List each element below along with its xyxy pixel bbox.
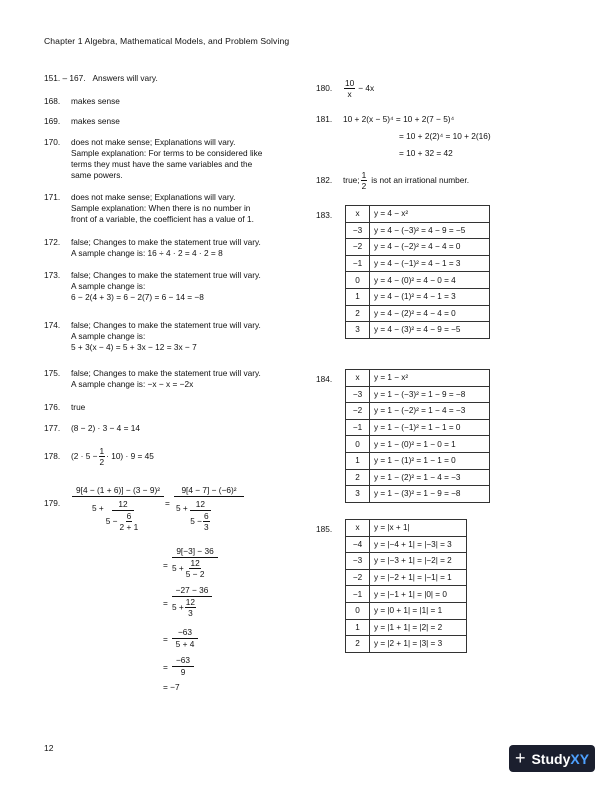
- p179-step-4: [172, 585, 212, 618]
- table-row: [346, 536, 467, 553]
- answer-line: false; Changes to make the statement true will vary.: [71, 368, 261, 378]
- expr-part: is not an irrational number.: [371, 175, 470, 185]
- fraction: [185, 597, 196, 618]
- x-cell: x: [346, 206, 370, 223]
- y-cell: y = |x + 1|: [370, 520, 467, 537]
- answer-text: makes sense: [71, 116, 120, 126]
- expr-part: · 10) · 9 = 45: [106, 451, 154, 461]
- problem-number: 178.: [44, 451, 61, 461]
- fraction: [185, 558, 206, 579]
- numerator: 12: [190, 558, 200, 568]
- answer-line: A sample change is: −x − x = −2x: [71, 379, 194, 389]
- denominator: 5 − 2: [185, 569, 205, 579]
- problem-number: 174.: [44, 320, 61, 330]
- problem-182: [316, 170, 469, 191]
- table-row: [346, 222, 490, 239]
- expr-part: 5 +: [172, 563, 184, 573]
- answer-text: true: [71, 402, 86, 412]
- numerator: 9[4 − 7] − (−6)²: [174, 485, 244, 497]
- expr-part: true;: [343, 175, 360, 185]
- table-185: [345, 519, 467, 653]
- y-cell: y = 4 − (0)² = 4 − 0 = 4: [370, 272, 490, 289]
- table-183: [345, 205, 490, 339]
- answer-line: does not make sense; Explanations will vary.: [71, 137, 236, 147]
- x-cell: −4: [346, 536, 370, 553]
- numerator: −27 − 36: [172, 585, 212, 597]
- problem-179-number: 179.: [44, 498, 61, 508]
- problem-174: [44, 320, 261, 353]
- table-row: [346, 386, 490, 403]
- x-cell: 0: [346, 272, 370, 289]
- problem-184-number: 184.: [316, 374, 333, 384]
- numerator: 9[4 − (1 + 6)] − (3 − 9)²: [72, 485, 164, 497]
- numerator: −63: [172, 655, 194, 667]
- answer-line: Sample explanation: When there is no number in: [71, 203, 251, 213]
- y-cell: y = 1 − (3)² = 1 − 9 = −8: [370, 486, 490, 503]
- problem-number: 172.: [44, 237, 61, 247]
- x-cell: −2: [346, 569, 370, 586]
- y-cell: y = |1 + 1| = |2| = 2: [370, 619, 467, 636]
- y-cell: y = 1 − (−1)² = 1 − 1 = 0: [370, 419, 490, 436]
- table-row: [346, 619, 467, 636]
- x-cell: 1: [346, 288, 370, 305]
- x-cell: 1: [346, 452, 370, 469]
- plus-icon: +: [514, 748, 526, 768]
- problem-number: 173.: [44, 270, 61, 280]
- brand-text: Study: [531, 750, 571, 767]
- table-row: [346, 520, 467, 537]
- numerator: 1: [361, 170, 367, 180]
- x-cell: −3: [346, 386, 370, 403]
- expr-part: 5 +: [172, 602, 184, 612]
- table-row: [346, 272, 490, 289]
- denominator: 3: [203, 522, 209, 532]
- answer-text: Answers will vary.: [92, 73, 158, 83]
- page-header: Chapter 1 Algebra, Mathematical Models, and Problem Solving: [44, 36, 290, 46]
- numerator: −63: [172, 627, 198, 639]
- answer-line: = 10 + 2(2)⁴ = 10 + 2(16): [399, 131, 491, 141]
- y-cell: y = 1 − (−3)² = 1 − 9 = −8: [370, 386, 490, 403]
- answer-line: same powers.: [71, 170, 123, 180]
- x-cell: −3: [346, 222, 370, 239]
- table-row: [346, 636, 467, 653]
- problem-number: 169.: [44, 116, 61, 126]
- table-row: [346, 288, 490, 305]
- x-cell: x: [346, 370, 370, 387]
- table-row: [346, 469, 490, 486]
- table-row: [346, 239, 490, 256]
- problem-number: 170.: [44, 137, 61, 147]
- table-row: [346, 419, 490, 436]
- x-cell: 0: [346, 436, 370, 453]
- problem-number: 176.: [44, 402, 61, 412]
- equals-sign: =: [165, 498, 170, 508]
- problem-177: [44, 423, 140, 434]
- problem-number: 177.: [44, 423, 61, 433]
- answer-text: makes sense: [71, 96, 120, 106]
- table-row: [346, 305, 490, 322]
- problem-173: [44, 270, 261, 303]
- y-cell: y = 1 − (−2)² = 1 − 4 = −3: [370, 403, 490, 420]
- answer-line: A sample change is:: [71, 331, 146, 341]
- denominator: 2: [361, 181, 367, 191]
- p179-frac-2: [174, 485, 244, 532]
- denominator: 3: [188, 608, 193, 618]
- y-cell: y = 4 − (1)² = 4 − 1 = 3: [370, 288, 490, 305]
- table-row: [346, 486, 490, 503]
- answer-line: false; Changes to make the statement true will vary.: [71, 320, 261, 330]
- problem-151: [44, 73, 158, 84]
- fraction: [361, 170, 368, 191]
- answer-line: terms they must have the same variables and the: [71, 159, 253, 169]
- table-row: [346, 370, 490, 387]
- equals-sign: =: [163, 560, 168, 570]
- table-184: [345, 369, 490, 503]
- numerator: 12: [112, 499, 133, 511]
- equals-sign: =: [163, 634, 168, 644]
- y-cell: y = |−1 + 1| = |0| = 0: [370, 586, 467, 603]
- problem-number: 168.: [44, 96, 61, 106]
- x-cell: 2: [346, 636, 370, 653]
- y-cell: y = 1 − (2)² = 1 − 4 = −3: [370, 469, 490, 486]
- expr-part: (2 · 5 −: [71, 451, 98, 461]
- numerator: 6: [126, 511, 132, 521]
- x-cell: 0: [346, 602, 370, 619]
- answer-line: front of a variable, the coefficient has a value of 1.: [71, 214, 254, 224]
- answer-line: 10 + 2(x − 5)⁴ = 10 + 2(7 − 5)⁴: [343, 114, 455, 124]
- problem-number: 175.: [44, 368, 61, 378]
- numerator: 6: [203, 511, 209, 521]
- p179-step-6: [172, 655, 194, 678]
- numerator: 10: [345, 78, 355, 88]
- y-cell: y = 4 − (3)² = 4 − 9 = −5: [370, 322, 490, 339]
- x-cell: −2: [346, 239, 370, 256]
- table-row: [346, 602, 467, 619]
- final-result: = −7: [163, 682, 180, 692]
- numerator: 12: [190, 499, 211, 511]
- y-cell: y = 1 − x²: [370, 370, 490, 387]
- y-cell: y = |0 + 1| = |1| = 1: [370, 602, 467, 619]
- answer-line: 5 + 3(x − 4) = 5 + 3x − 12 = 3x − 7: [71, 342, 197, 352]
- problem-number: 180.: [316, 83, 333, 93]
- table-row: [346, 255, 490, 272]
- problem-171: [44, 192, 254, 225]
- equals-sign: =: [163, 662, 168, 672]
- expr-part: − 4x: [358, 83, 375, 93]
- p179-frac-1: [72, 485, 164, 532]
- denominator: 9: [180, 667, 186, 677]
- problem-172: [44, 237, 261, 259]
- y-cell: y = 1 − (0)² = 1 − 0 = 1: [370, 436, 490, 453]
- y-cell: y = |2 + 1| = |3| = 3: [370, 636, 467, 653]
- y-cell: y = |−3 + 1| = |−2| = 2: [370, 553, 467, 570]
- problem-number: 171.: [44, 192, 61, 202]
- x-cell: −1: [346, 419, 370, 436]
- problem-168: [44, 96, 120, 107]
- table-row: [346, 452, 490, 469]
- x-cell: 2: [346, 305, 370, 322]
- fraction: [344, 78, 355, 99]
- problem-183-number: 183.: [316, 210, 333, 220]
- y-cell: y = 4 − (2)² = 4 − 4 = 0: [370, 305, 490, 322]
- table-row: [346, 586, 467, 603]
- p179-step-5: [172, 627, 198, 650]
- y-cell: y = 4 − (−2)² = 4 − 4 = 0: [370, 239, 490, 256]
- table-row: [346, 322, 490, 339]
- numerator: 12: [185, 597, 195, 607]
- problem-175: [44, 368, 261, 390]
- expr-part: 5 +: [176, 503, 188, 513]
- x-cell: −1: [346, 586, 370, 603]
- problem-number: 182.: [316, 175, 333, 185]
- y-cell: y = 4 − x²: [370, 206, 490, 223]
- answer-line: A sample change is:: [71, 281, 146, 291]
- answer-line: Sample explanation: For terms to be considered like: [71, 148, 263, 158]
- y-cell: y = 4 − (−1)² = 4 − 1 = 3: [370, 255, 490, 272]
- answer-line: A sample change is: 16 ÷ 4 · 2 = 4 · 2 = 8: [71, 248, 223, 258]
- problem-169: [44, 116, 120, 127]
- expr-part: 5 −: [105, 516, 118, 526]
- problem-170: [44, 137, 262, 181]
- problem-181: [316, 114, 491, 159]
- problem-number: 181.: [316, 114, 333, 124]
- problem-180: [316, 78, 374, 99]
- y-cell: y = |−2 + 1| = |−1| = 1: [370, 569, 467, 586]
- answer-line: does not make sense; Explanations will vary.: [71, 192, 236, 202]
- denominator: 2: [99, 457, 105, 467]
- problem-185-number: 185.: [316, 524, 333, 534]
- equals-sign: =: [163, 598, 168, 608]
- x-cell: 1: [346, 619, 370, 636]
- x-cell: −1: [346, 255, 370, 272]
- answer-line: = 10 + 32 = 42: [399, 148, 453, 158]
- x-cell: −2: [346, 403, 370, 420]
- x-cell: 3: [346, 486, 370, 503]
- denominator: x: [347, 89, 352, 99]
- problem-178: [44, 446, 154, 467]
- answer-line: false; Changes to make the statement true will vary.: [71, 270, 261, 280]
- table-row: [346, 553, 467, 570]
- denominator: 5 + 4: [175, 639, 195, 649]
- table-row: [346, 206, 490, 223]
- x-cell: 2: [346, 469, 370, 486]
- table-row: [346, 569, 467, 586]
- answer-line: 6 − 2(4 + 3) = 6 − 2(7) = 6 − 14 = −8: [71, 292, 204, 302]
- fraction: [119, 511, 140, 532]
- answer-line: false; Changes to make the statement true will vary.: [71, 237, 261, 247]
- denominator: 2 + 1: [119, 522, 139, 532]
- studyxy-badge[interactable]: [509, 745, 595, 772]
- problem-number: 151. – 167.: [44, 73, 86, 83]
- fraction: [203, 511, 210, 532]
- p179-step-3: [172, 546, 218, 579]
- problem-176: [44, 402, 85, 413]
- table-row: [346, 403, 490, 420]
- table-row: [346, 436, 490, 453]
- x-cell: x: [346, 520, 370, 537]
- page-number: 12: [44, 743, 54, 753]
- fraction: [99, 446, 106, 467]
- numerator: 1: [99, 446, 105, 456]
- x-cell: −3: [346, 553, 370, 570]
- y-cell: y = |−4 + 1| = |−3| = 3: [370, 536, 467, 553]
- answer-text: (8 − 2) · 3 − 4 = 14: [71, 423, 140, 433]
- y-cell: y = 4 − (−3)² = 4 − 9 = −5: [370, 222, 490, 239]
- brand-text-accent: XY: [570, 750, 590, 767]
- expr-part: 5 −: [190, 516, 202, 526]
- numerator: 9[−3] − 36: [172, 546, 218, 558]
- expr-part: 5 +: [92, 503, 104, 513]
- x-cell: 3: [346, 322, 370, 339]
- y-cell: y = 1 − (1)² = 1 − 1 = 0: [370, 452, 490, 469]
